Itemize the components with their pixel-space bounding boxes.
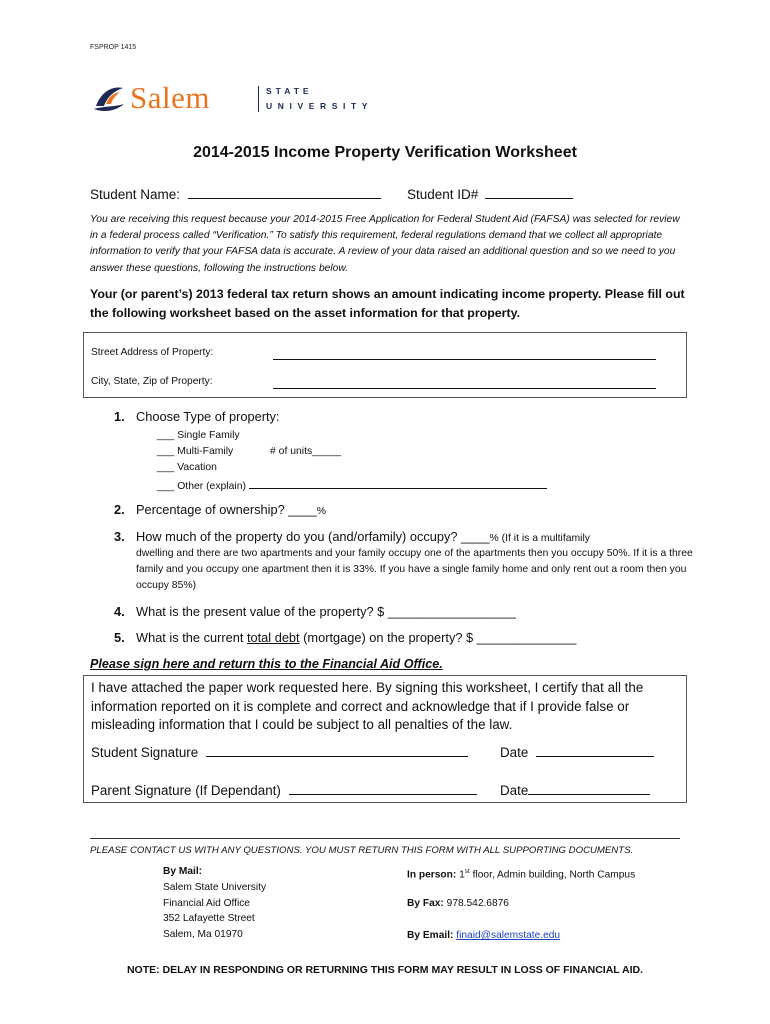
q3-text: How much of the property do you (and/orfamily) occupy? ____ [136,529,490,544]
student-id-field[interactable] [485,186,573,199]
student-id-row [407,186,573,202]
in-person-floor: 1 [459,869,465,881]
mail-line: 352 Lafayette Street [163,913,255,925]
type-multi-family[interactable]: ___ Multi-Family [157,446,234,457]
fax-label: By Fax: [407,898,444,909]
student-id-label: Student ID# [407,187,479,202]
mail-line: Salem State University [163,881,267,893]
divider [90,838,680,839]
sign-heading [90,657,443,671]
q3-note: dwelling and there are two apartments and your family occupy one of the apartments then you occupy 50%. If it is a three family and you occupy one apartment then it is 33%. If you have a single family home and only rent out a room then you occupy 85%) [136,548,693,591]
parent-date-row [500,782,650,798]
other-explain-field[interactable] [249,478,547,489]
mail-line: Financial Aid Office [163,897,251,909]
in-person-sup: st [464,868,470,875]
student-signature-label: Student Signature [91,745,199,760]
q3-number: 3. [114,529,125,544]
email-label: By Email: [407,930,454,941]
q5-text-b: (mortgage) on the property? $ ______________ [299,630,577,645]
in-person-text: floor, Admin building, North Campus [469,869,636,881]
fax-row [407,896,509,912]
q4-number: 4. [114,604,125,619]
certification-text: I have attached the paper work requested here. By signing this worksheet, I certify that all the information reported on it is complete and correct and acknowledge that if I provide false or misleading information that I could be subject to all penalties of the law. [91,680,644,732]
city-state-zip-label: City, State, Zip of Property: [91,376,213,387]
logo-state: STATE [266,86,313,96]
q2-number: 2. [114,502,125,517]
parent-signature-row [91,782,477,798]
logo-university: UNIVERSITY [266,101,374,111]
bold-instruction: Your (or parent’s) 2013 federal tax return shows an amount indicating income property. Please fill out the following worksheet based on the asset information for that property. [90,287,685,320]
email-row [407,928,560,944]
student-signature-row [91,744,468,760]
student-name-field[interactable] [188,186,381,199]
mail-label: By Mail: [163,866,203,877]
student-date-label: Date [500,745,529,760]
in-person-row [407,864,635,883]
q2-row [136,502,326,517]
type-other[interactable] [157,478,547,492]
form-id: FSPROP 1415 [90,44,137,51]
logo-divider [258,86,259,112]
q5-row[interactable] [136,630,576,645]
units-field[interactable]: # of units_____ [270,446,342,457]
mail-line: Salem, Ma 01970 [163,929,243,941]
logo-name: Salem [130,80,210,115]
sign-heading-text: Please sign here and return this to the Financial Aid Office. [90,657,443,671]
type-vacation[interactable]: ___ Vacation [157,462,217,473]
parent-signature-label: Parent Signature (If Dependant) [91,783,281,798]
parent-date-field[interactable] [528,782,650,795]
q2-suffix: % [316,506,326,517]
type-single-family[interactable]: ___ Single Family [157,430,240,441]
ship-sail-icon [92,82,126,116]
university-logo [92,80,372,120]
city-state-zip-field[interactable] [273,388,656,389]
student-date-row [500,744,654,760]
q3-suffix: % (If it is a multifamily [489,533,590,544]
street-address-field[interactable] [273,359,656,360]
page-title: 2014-2015 Income Property Verification Worksheet [193,144,577,161]
address-box [83,332,687,398]
student-name-row [90,186,381,202]
student-name-label: Student Name: [90,187,181,202]
q1-number: 1. [114,409,125,424]
signature-box [83,675,687,803]
q1-text: Choose Type of property: [136,409,280,424]
contact-notice: PLEASE CONTACT US WITH ANY QUESTIONS. YOU MUST RETURN THIS FORM WITH ALL SUPPORTING DOCUMENTS. [90,845,634,856]
email-link[interactable]: finaid@salemstate.edu [456,930,561,941]
q5-number: 5. [114,630,125,645]
mail-block [163,864,266,943]
parent-date-label: Date [500,783,529,798]
q3-row [136,529,696,544]
type-other-label: ___ Other (explain) [157,481,246,492]
fax-number: 978.542.6876 [446,898,509,909]
student-signature-field[interactable] [206,744,468,757]
q2-text: Percentage of ownership? ____ [136,502,317,517]
q5-text-underlined: total debt [246,630,300,645]
final-note: NOTE: DELAY IN RESPONDING OR RETURNING THIS FORM MAY RESULT IN LOSS OF FINANCIAL AID. [126,964,644,976]
intro-paragraph: You are receiving this request because your 2014-2015 Free Application for Federal Student Aid (FAFSA) was selected for review in a federal process called “Verification.” To satisfy this requirement, federal regulations demand that we collect all appropriate information to verify that your FAFSA data is accurate. A review of your data raised an additional question and so we need to you answer these questions, following the instructions below. [90,214,680,274]
parent-signature-field[interactable] [289,782,477,795]
student-date-field[interactable] [536,744,654,757]
q4-text[interactable]: What is the present value of the property? $ __________________ [136,604,516,619]
in-person-label: In person: [407,869,457,881]
q5-text-a: What is the current [136,630,247,645]
street-address-label: Street Address of Property: [91,347,214,358]
